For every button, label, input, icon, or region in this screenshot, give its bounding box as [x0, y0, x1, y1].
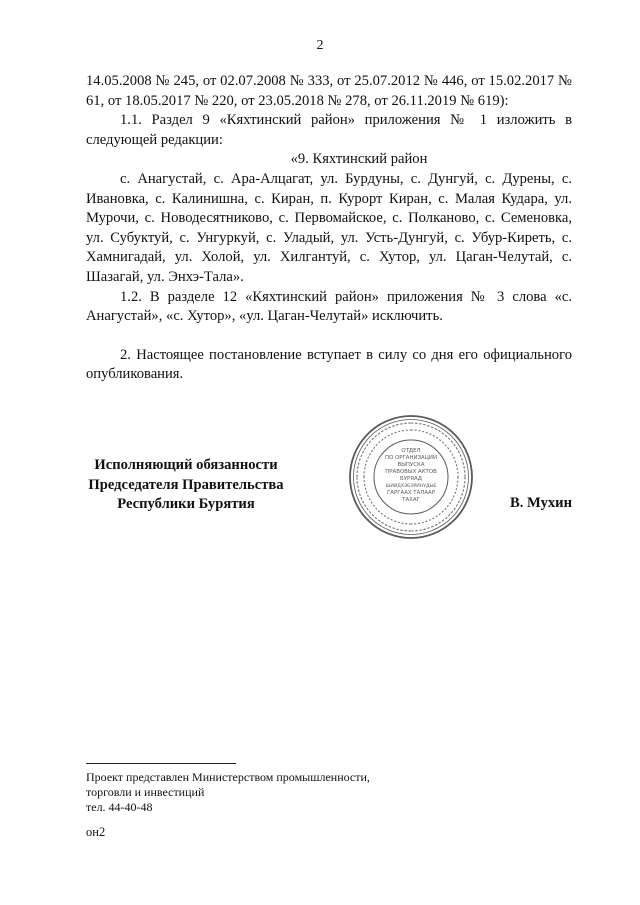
document-body	[86, 72, 572, 385]
footnote	[86, 770, 370, 815]
footnote-line: Проект представлен Министерством промышленности,	[86, 770, 370, 784]
page-number: 2	[316, 38, 324, 53]
seal-text: ШИИДХЭБЭРИНУДЫЕ	[385, 484, 437, 489]
signatory-title	[86, 456, 286, 515]
seal-text: ПО ОРГАНИЗАЦИИ	[385, 455, 437, 461]
seal-text: ТАХАГ	[402, 497, 420, 503]
official-seal-stamp	[347, 413, 475, 541]
footnote-line: тел. 44-40-48	[86, 800, 153, 814]
signatory-name: В. Мухин	[509, 495, 572, 511]
signatory-title-line: Республики Бурятия	[117, 496, 255, 512]
seal-text: ГАРГААХ ТАЛААР	[387, 490, 435, 496]
signatory-title-line: Исполняющий обязанности	[94, 457, 278, 473]
signature-block	[86, 456, 572, 536]
document-code: он2	[86, 825, 106, 839]
footnote-divider	[86, 763, 236, 764]
section-heading: «9. Кяхтинский район	[290, 151, 428, 168]
seal-text: ОТДЕЛ	[401, 448, 421, 454]
seal-text: БУРЯАД	[400, 476, 422, 482]
signatory-title-line: Председателя Правительства	[88, 476, 284, 493]
paragraph-2: 2. Настоящее постановление вступает в силу со дня его официального опубликования.	[86, 346, 572, 383]
seal-text: ПРАВОВЫХ АКТОВ	[385, 469, 437, 475]
paragraph-continuation: 14.05.2008 № 245, от 02.07.2008 № 333, от 25.07.2012 № 446, от 15.02.2017 № 61, от 18.05.2017 № 220, от 23.05.2018 № 278, от 26.11.2019 № 619):	[86, 73, 572, 109]
settlements-list: с. Анагустай, с. Ара-Алцагат, ул. Бурдуны, с. Дунгуй, с. Дурены, с. Ивановка, с. Калинишна, с. Киран, п. Курорт Киран, с. Малая Кудара, ул. Мурочи, с. Новодесятниково, с. Первомайское, с. Полканово, с. Семеновка, ул. Субуктуй, с. Унгуркуй, с. Уладый, ул. Усть-Дунгуй, с. Убур-Киреть, с. Хамнигадай, ул. Холой, ул. Хилгантуй, с. Хутор, ул. Цаган-Челутай, с. Шазагай, ул. Энхэ-Тала».	[86, 170, 572, 285]
paragraph-1-2: 1.2. В разделе 12 «Кяхтинский район» приложения № 3 слова «с. Анагустай», «с. Хутор», «ул. Цаган-Челутай» исключить.	[86, 288, 572, 325]
paragraph-1-1: 1.1. Раздел 9 «Кяхтинский район» приложения № 1 изложить в следующей редакции:	[86, 112, 572, 148]
footnote-line: торговли и инвестиций	[86, 785, 205, 799]
paragraph-gap	[86, 327, 572, 346]
seal-text: ВЫПУСКА	[397, 462, 425, 468]
